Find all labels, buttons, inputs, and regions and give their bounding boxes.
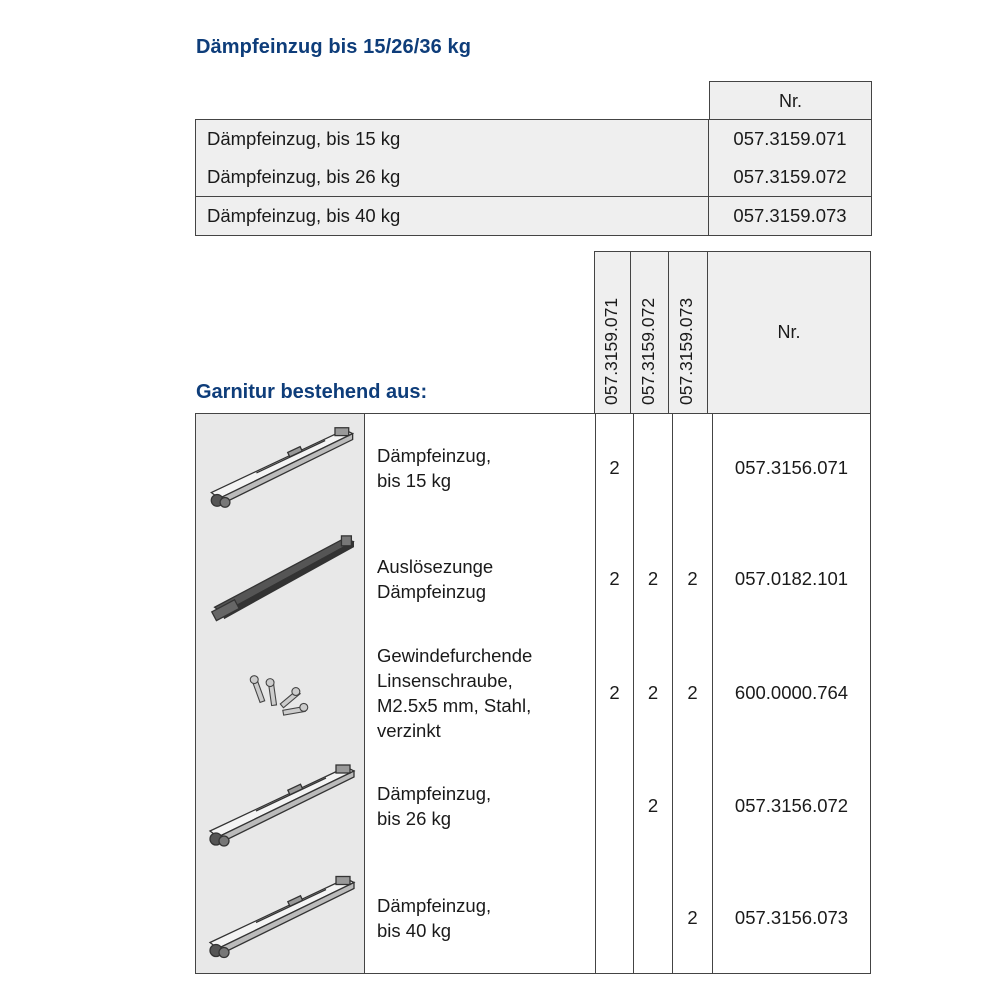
column-header-071 xyxy=(594,251,631,413)
table-row xyxy=(195,413,871,523)
description-line: verzinkt xyxy=(377,720,441,741)
column-header-072 xyxy=(631,251,669,413)
row-description xyxy=(365,750,596,862)
row-number: 057.0182.101 xyxy=(713,522,870,636)
description-line: Auslösezunge xyxy=(377,556,494,577)
product-table xyxy=(195,81,871,236)
quantity-cell xyxy=(634,414,673,522)
description-line: bis 40 kg xyxy=(377,919,452,941)
description-line: M2.5x5 mm, Stahl, xyxy=(377,695,532,716)
row-description xyxy=(365,862,596,973)
column-header-label: 057.3159.073 xyxy=(676,297,696,405)
column-header-label: 057.3159.071 xyxy=(600,297,621,405)
table-row xyxy=(195,197,872,236)
quantity-cell xyxy=(673,750,713,862)
row-description xyxy=(365,636,596,750)
quantity-cell: 2 xyxy=(596,414,634,522)
description-line: Dämpfeinzug xyxy=(377,581,487,602)
row-number: 057.3156.073 xyxy=(713,862,870,973)
quantity-cell xyxy=(673,414,713,522)
row-number: 057.3156.072 xyxy=(713,750,870,862)
quantity-cell: 2 xyxy=(634,522,673,636)
description-line: bis 15 kg xyxy=(377,470,452,491)
row-description xyxy=(365,414,596,522)
row-description: Dämpfeinzug, bis 40 kg xyxy=(196,197,709,235)
row-number: 057.3159.072 xyxy=(733,166,847,187)
quantity-cell xyxy=(634,862,673,973)
row-number: 057.3159.073 xyxy=(733,205,847,226)
table-row xyxy=(195,119,872,159)
screws-icon xyxy=(196,636,365,750)
quantity-cell xyxy=(596,862,634,973)
table-row xyxy=(195,750,871,863)
quantity-cell: 2 xyxy=(596,636,634,750)
set-subtitle: Garnitur bestehend aus: xyxy=(196,381,428,403)
damper-slide-icon xyxy=(196,414,365,522)
table-row xyxy=(195,522,871,637)
row-description: Dämpfeinzug, bis 15 kg xyxy=(196,120,709,158)
quantity-cell: 2 xyxy=(596,522,634,636)
description-line: Dämpfeinzug, xyxy=(377,445,492,466)
quantity-cell: 2 xyxy=(634,750,673,862)
quantity-cell: 2 xyxy=(673,522,713,636)
description-line: bis 26 kg xyxy=(377,808,452,829)
row-description: Dämpfeinzug, bis 26 kg xyxy=(196,158,709,196)
page-title: Dämpfeinzug bis 15/26/36 kg xyxy=(196,36,472,58)
row-number: 600.0000.764 xyxy=(713,636,870,750)
quantity-cell xyxy=(596,750,634,862)
column-header-073 xyxy=(669,251,708,413)
quantity-cell: 2 xyxy=(673,636,713,750)
table-row xyxy=(195,636,871,751)
row-number: 057.3156.071 xyxy=(713,414,870,522)
row-description xyxy=(365,522,596,636)
damper-slide-icon xyxy=(196,750,365,862)
description-line: Gewindefurchende xyxy=(377,645,533,666)
nr-column-header: Nr. xyxy=(709,81,872,120)
description-line: Dämpfeinzug, xyxy=(377,894,492,916)
table-row xyxy=(195,862,871,974)
release-tongue-icon xyxy=(196,522,365,636)
damper-slide-icon xyxy=(196,862,365,973)
description-line: Dämpfeinzug, xyxy=(377,783,492,804)
description-line: Linsenschraube, xyxy=(377,670,513,691)
table-row xyxy=(195,158,872,197)
nr-column-header: Nr. xyxy=(708,251,871,413)
quantity-cell: 2 xyxy=(673,862,713,973)
row-number: 057.3159.071 xyxy=(733,128,847,149)
column-header-label: 057.3159.072 xyxy=(637,297,658,405)
quantity-cell: 2 xyxy=(634,636,673,750)
